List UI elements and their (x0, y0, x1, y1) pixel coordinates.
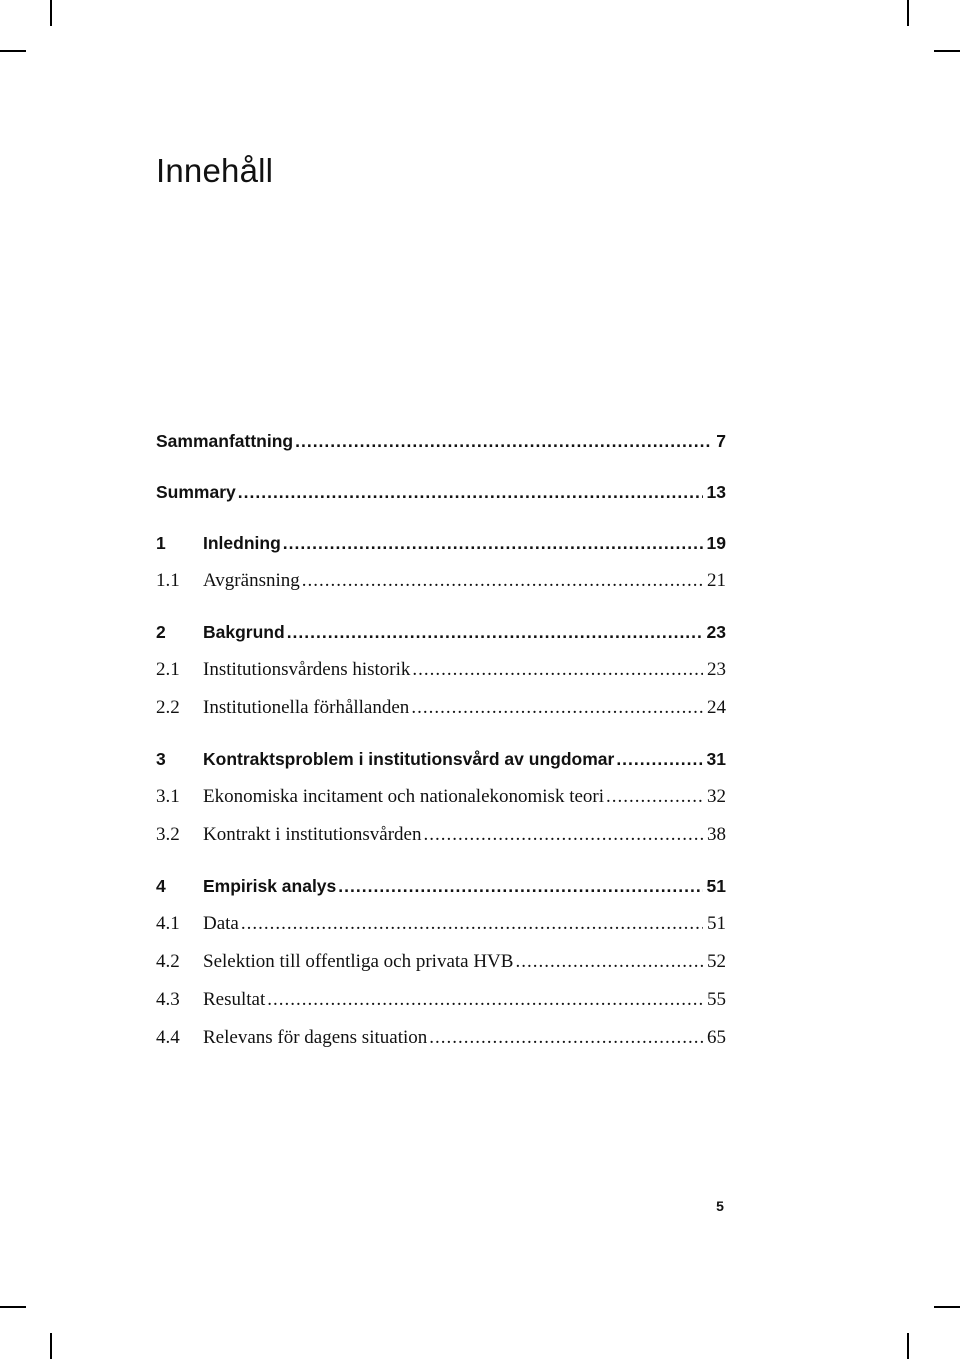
toc-entry-page: 7 (716, 431, 726, 451)
toc-leader-dots (606, 778, 703, 816)
toc-entry[interactable] (156, 905, 726, 943)
toc-entry-label: Avgränsning (203, 570, 300, 591)
toc-entry[interactable] (156, 981, 726, 1019)
crop-mark (50, 0, 52, 26)
page-title: Innehåll (156, 152, 274, 189)
toc-leader-dots (295, 422, 712, 460)
toc-entry-number: 3.1 (156, 786, 180, 807)
toc-entry-number: 2.1 (156, 659, 180, 680)
crop-mark (907, 1333, 909, 1359)
toc-leader-dots (515, 943, 703, 981)
toc-entry-label: Sammanfattning (156, 431, 294, 451)
toc-leader-dots (241, 905, 703, 943)
toc-entry[interactable] (156, 943, 726, 981)
toc-entry[interactable] (156, 524, 726, 562)
toc-entry-number: 1.1 (156, 570, 180, 591)
toc-entry-number: 3.2 (156, 824, 180, 845)
toc-entry-label: Institutionsvårdens historik (203, 659, 411, 680)
toc-leader-dots (412, 651, 703, 689)
toc-entry-number: 1 (156, 533, 166, 553)
toc-entry-label: Summary (156, 482, 236, 502)
toc-entry-label: Relevans för dagens situation (203, 1027, 428, 1048)
toc-entry[interactable] (156, 867, 726, 905)
crop-mark (907, 0, 909, 26)
toc-entry[interactable] (156, 473, 726, 511)
toc-entry-number: 3 (156, 749, 166, 769)
toc-entry-number: 2.2 (156, 697, 180, 718)
toc-entry-page: 55 (707, 989, 726, 1010)
toc-entry-page: 31 (706, 749, 726, 769)
toc-entry-page: 32 (707, 786, 726, 807)
toc-entry-label: Inledning (203, 533, 281, 553)
page-number: 5 (716, 1198, 724, 1214)
toc-entry-label: Resultat (203, 989, 266, 1010)
toc-entry-number: 2 (156, 622, 166, 642)
toc-entry-label: Institutionella förhållanden (203, 697, 410, 718)
toc-leader-dots (283, 524, 703, 562)
toc-entry-number: 4.4 (156, 1027, 180, 1048)
toc-entry-label: Empirisk analys (203, 876, 337, 896)
crop-mark (50, 1333, 52, 1359)
toc-entry-number: 4.2 (156, 951, 180, 972)
toc-leader-dots (616, 740, 702, 778)
toc-entry[interactable] (156, 778, 726, 816)
toc-leader-dots (423, 816, 703, 854)
toc-entry-page: 24 (707, 697, 726, 718)
crop-mark (0, 50, 26, 52)
toc-entry-page: 13 (706, 482, 726, 502)
toc-entry-label: Selektion till offentliga och privata HVB (203, 951, 514, 972)
toc-entry[interactable] (156, 689, 726, 727)
toc-entry-number: 4.1 (156, 913, 180, 934)
toc-leader-dots (411, 689, 703, 727)
toc-entry-page: 23 (707, 659, 726, 680)
toc-entry-label: Data (203, 913, 239, 934)
toc-entry-number: 4 (156, 876, 166, 896)
toc-entry-page: 23 (706, 622, 726, 642)
toc-entry-label: Ekonomiska incitament och nationalekonomisk teori (203, 786, 605, 807)
toc-entry-page: 21 (707, 570, 726, 591)
toc-entry-page: 38 (707, 824, 726, 845)
toc-entry[interactable] (156, 562, 726, 600)
toc-entry-page: 52 (707, 951, 726, 972)
toc-entry-label: Kontrakt i institutionsvården (203, 824, 422, 845)
crop-mark (934, 1306, 960, 1308)
toc-entry-number: 4.3 (156, 989, 180, 1010)
toc-entry-page: 51 (706, 876, 726, 896)
toc-leader-dots (267, 981, 703, 1019)
toc-entry-page: 65 (707, 1027, 726, 1048)
toc-entry[interactable] (156, 816, 726, 854)
toc-entry[interactable] (156, 651, 726, 689)
toc-entry[interactable] (156, 422, 726, 460)
toc-entry[interactable] (156, 740, 726, 778)
toc-entry[interactable] (156, 613, 726, 651)
toc-entry-label: Bakgrund (203, 622, 285, 642)
crop-mark (0, 1306, 26, 1308)
toc-entry-label: Kontraktsproblem i institutionsvård av ungdomar (203, 749, 615, 769)
toc-entry[interactable] (156, 1019, 726, 1057)
toc-entry-page: 19 (706, 533, 726, 553)
toc-leader-dots (302, 562, 703, 600)
table-of-contents (156, 422, 726, 1057)
toc-entry-page: 51 (707, 913, 726, 934)
toc-leader-dots (429, 1019, 703, 1057)
toc-leader-dots (287, 613, 703, 651)
toc-leader-dots (338, 867, 702, 905)
toc-leader-dots (238, 473, 703, 511)
crop-mark (934, 50, 960, 52)
